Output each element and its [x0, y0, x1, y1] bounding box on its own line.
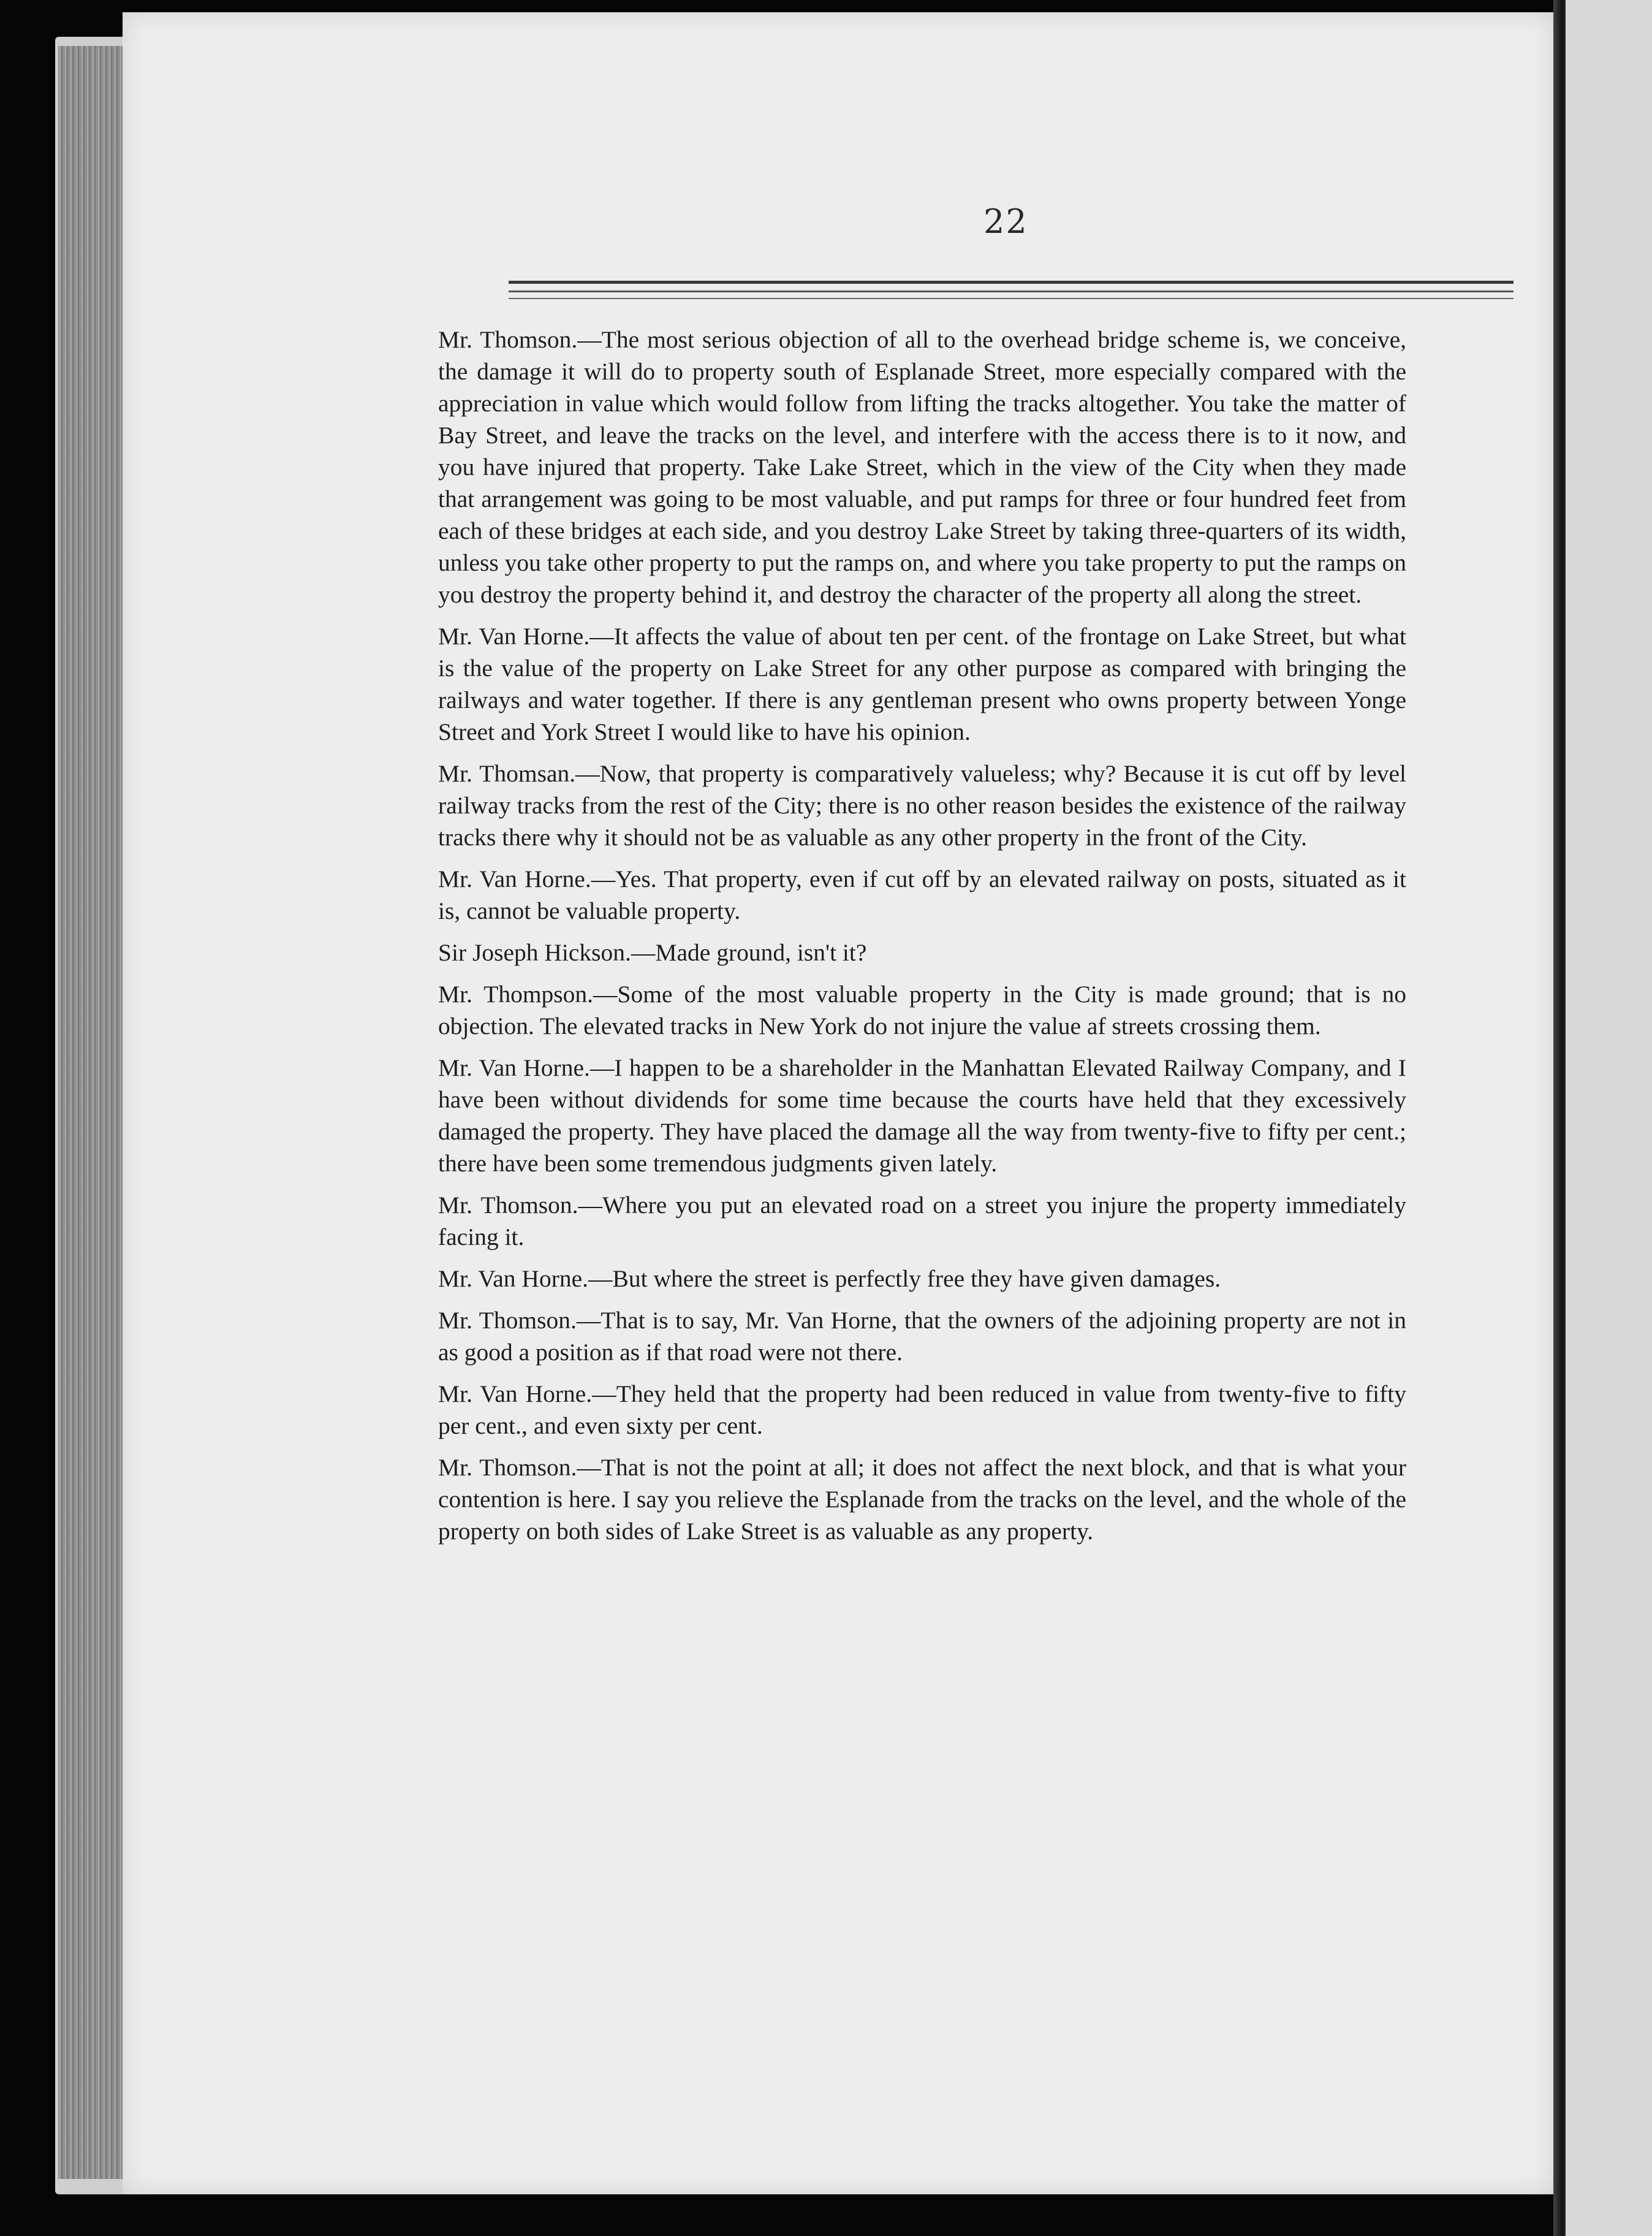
paragraph [438, 863, 1406, 927]
body-text [438, 324, 1406, 1557]
facing-page-edge [1566, 0, 1652, 2236]
paragraph [438, 1189, 1406, 1253]
speaker-name: Mr. Van Horne.— [438, 1265, 613, 1292]
paragraph [438, 937, 1406, 968]
speaker-name: Mr. Thompson.— [438, 981, 618, 1008]
speech-text: Made ground, isn't it? [655, 939, 867, 966]
speech-text: That is to say, Mr. Van Horne, that the owners of the adjoining property are not in as good a position as if that road were not there. [438, 1307, 1406, 1366]
header-rule [509, 298, 1514, 299]
speech-text: But where the street is perfectly free they have given damages. [612, 1265, 1221, 1292]
header-rule [509, 291, 1514, 292]
speech-text: Yes. That property, even if cut off by an elevated railway on posts, situated as it is, cannot be valuable property. [438, 865, 1407, 924]
speaker-name: Sir Joseph Hickson.— [438, 939, 656, 966]
speaker-name: Mr. Van Horne.— [438, 1054, 615, 1081]
paragraph [438, 758, 1406, 853]
speech-text: Some of the most valuable property in the City is made ground; that is no objection. The elevated tracks in New York do not injure the value af streets crossing them. [438, 981, 1406, 1040]
speaker-name: Mr. Thomson.— [438, 1192, 603, 1219]
paragraph [438, 978, 1406, 1042]
speech-text: The most serious objection of all to the overhead bridge scheme is, we conceive, the damage it will do to property south of Esplanade Street, more especially compared with the appreciation in value which would follow from lifting the tracks altogether. You take the matter of Bay Street, and leave the tracks on the level, and interfere with the access there is to it now, and you have injured that property. Take Lake Street, which in the view of the City when they made that arrangement was going to be most valuable, and put ramps for three or four hundred feet from each of these bridges at each side, and you destroy Lake Street by taking three-quarters of its width, unless you take other property to put the ramps on, and where you take property to put the ramps on you destroy the property behind it, and destroy the character of the property all along the street. [438, 326, 1406, 608]
speaker-name: Mr. Thomson.— [438, 1307, 601, 1334]
page-edges [58, 46, 126, 2179]
paragraph [438, 1378, 1406, 1442]
paragraph [438, 620, 1406, 748]
speech-text: That is not the point at all; it does not affect the next block, and that is what your contention is here. I say you relieve the Esplanade from the tracks on the level, and the whole of the property on both sides of Lake Street is as valuable as any property. [438, 1454, 1406, 1545]
paragraph [438, 1304, 1406, 1368]
paragraph [438, 1052, 1406, 1179]
speech-text: I happen to be a shareholder in the Manhattan Elevated Railway Company, and I have been without dividends for some time because the courts have held that they excessively damaged the property. They have placed the damage all the way from twenty-five to fifty per cent.; there have been some tremendous judgments given lately. [438, 1054, 1407, 1177]
speaker-name: Mr. Van Horne.— [438, 623, 614, 650]
header-rule [509, 281, 1514, 284]
speaker-name: Mr. Thomson.— [438, 1454, 601, 1481]
page-number: 22 [983, 202, 1028, 241]
speech-text: Where you put an elevated road on a street you injure the property immediately facing it. [438, 1192, 1406, 1250]
speaker-name: Mr. Van Horne.— [438, 865, 616, 892]
paragraph [438, 1451, 1406, 1547]
speech-text: Now, that property is comparatively valueless; why? Because it is cut off by level railway tracks from the rest of the City; there is no other reason besides the existence of the railway tracks there why it should not be as valuable as any other property in the front of the City. [438, 760, 1407, 851]
speaker-name: Mr. Van Horne.— [438, 1380, 616, 1407]
speech-text: They held that the property had been reduced in value from twenty-five to fifty per cent., and even sixty per cent. [438, 1380, 1406, 1439]
paragraph [438, 1263, 1406, 1295]
speaker-name: Mr. Thomsan.— [438, 760, 600, 787]
paragraph [438, 324, 1406, 610]
speaker-name: Mr. Thomson.— [438, 326, 602, 353]
speech-text: It affects the value of about ten per cent. of the frontage on Lake Street, but what is the value of the property on Lake Street for any other purpose as compared with bringing the railways and water together. If there is any gentleman present who owns property between Yonge Street and York Street I would like to have his opinion. [438, 623, 1406, 745]
